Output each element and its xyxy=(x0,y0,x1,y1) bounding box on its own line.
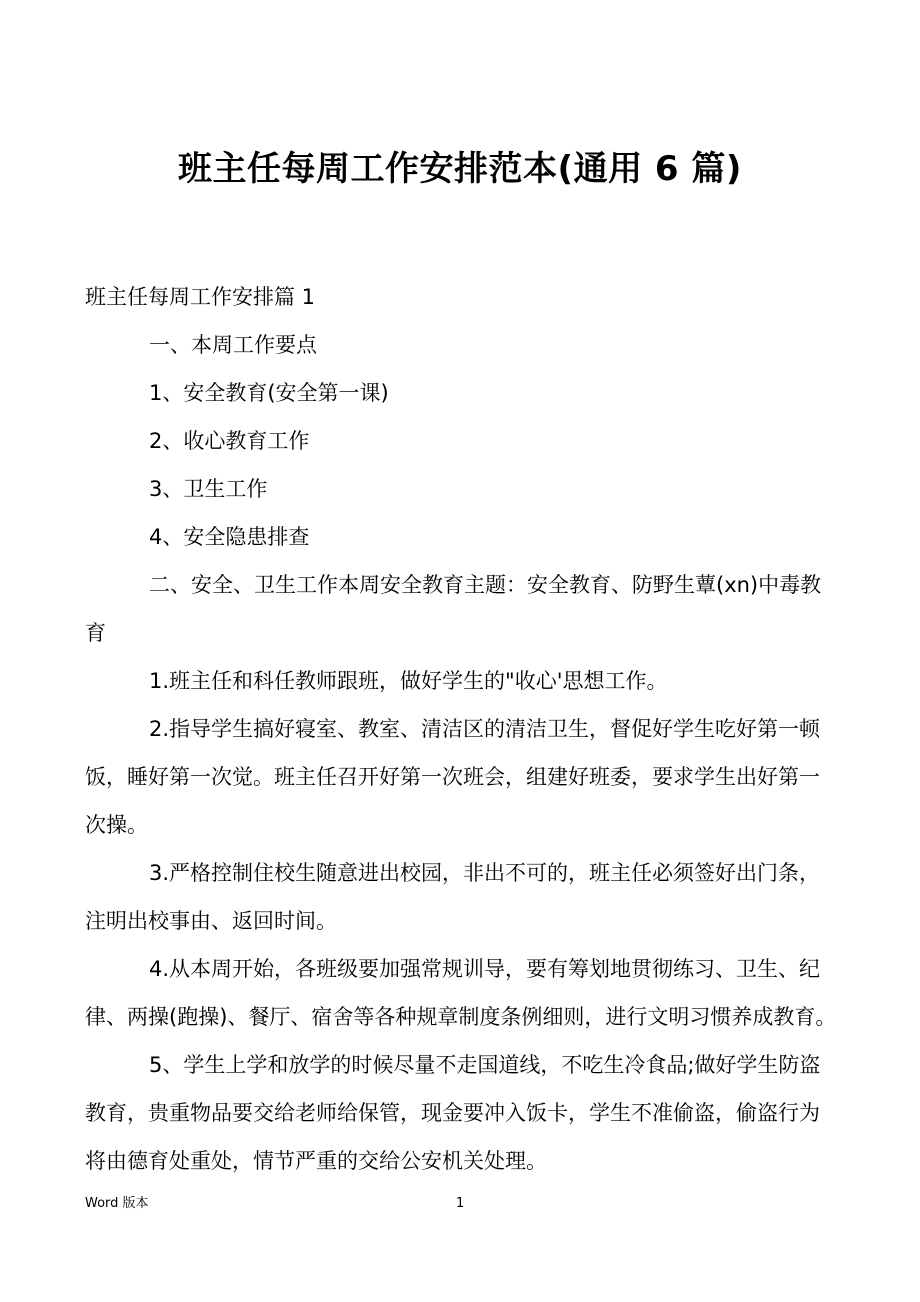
paragraph-line: 2、收心教育工作 xyxy=(149,429,310,453)
document-title: 班主任每周工作安排范本(通用 6 篇) xyxy=(178,149,742,189)
section-heading: 班主任每周工作安排篇 1 xyxy=(85,285,316,309)
document-body xyxy=(85,273,839,1185)
paragraph-line: 1、安全教育(安全第一课) xyxy=(149,381,389,405)
paragraph-line: 律、两操(跑操)、餐厅、宿舍等各种规章制度条例细则，进行文明习惯养成教育。 xyxy=(85,1005,837,1029)
paragraph-line: 4、安全隐患排查 xyxy=(149,525,310,549)
paragraph-line: 1.班主任和科任教师跟班，做好学生的"收心'思想工作。 xyxy=(149,669,668,693)
paragraph-line: 5、学生上学和放学的时候尽量不走国道线，不吃生冷食品;做好学生防盗 xyxy=(149,1053,821,1077)
footer-page-number: 1 xyxy=(456,1196,465,1211)
paragraph-lines xyxy=(85,321,839,1185)
paragraph-line: 3.严格控制住校生随意进出校园，非出不可的，班主任必须签好出门条， xyxy=(149,861,821,885)
paragraph-line: 4.从本周开始，各班级要加强常规训导，要有筹划地贯彻练习、卫生、纪 xyxy=(149,957,821,981)
paragraph-line: 次操。 xyxy=(85,813,148,837)
paragraph-line: 注明出校事由、返回时间。 xyxy=(85,909,337,933)
paragraph-line: 2.指导学生搞好寝室、教室、清洁区的清洁卫生，督促好学生吃好第一顿 xyxy=(149,717,821,741)
paragraph-line: 3、卫生工作 xyxy=(149,477,268,501)
footer-word-version: Word 版本 xyxy=(85,1196,149,1211)
paragraph-line: 教育，贵重物品要交给老师给保管，现金要冲入饭卡，学生不准偷盗，偷盗行为 xyxy=(85,1101,820,1125)
paragraph-line: 将由德育处重处，情节严重的交给公安机关处理。 xyxy=(85,1149,547,1173)
paragraph-line: 二、安全、卫生工作本周安全教育主题：安全教育、防野生蕈(xn)中毒教 xyxy=(149,573,822,597)
paragraph-line: 饭，睡好第一次觉。班主任召开好第一次班会，组建好班委，要求学生出好第一 xyxy=(85,765,820,789)
paragraph-line: 育 xyxy=(85,621,106,645)
paragraph-line: 一、本周工作要点 xyxy=(149,333,317,357)
